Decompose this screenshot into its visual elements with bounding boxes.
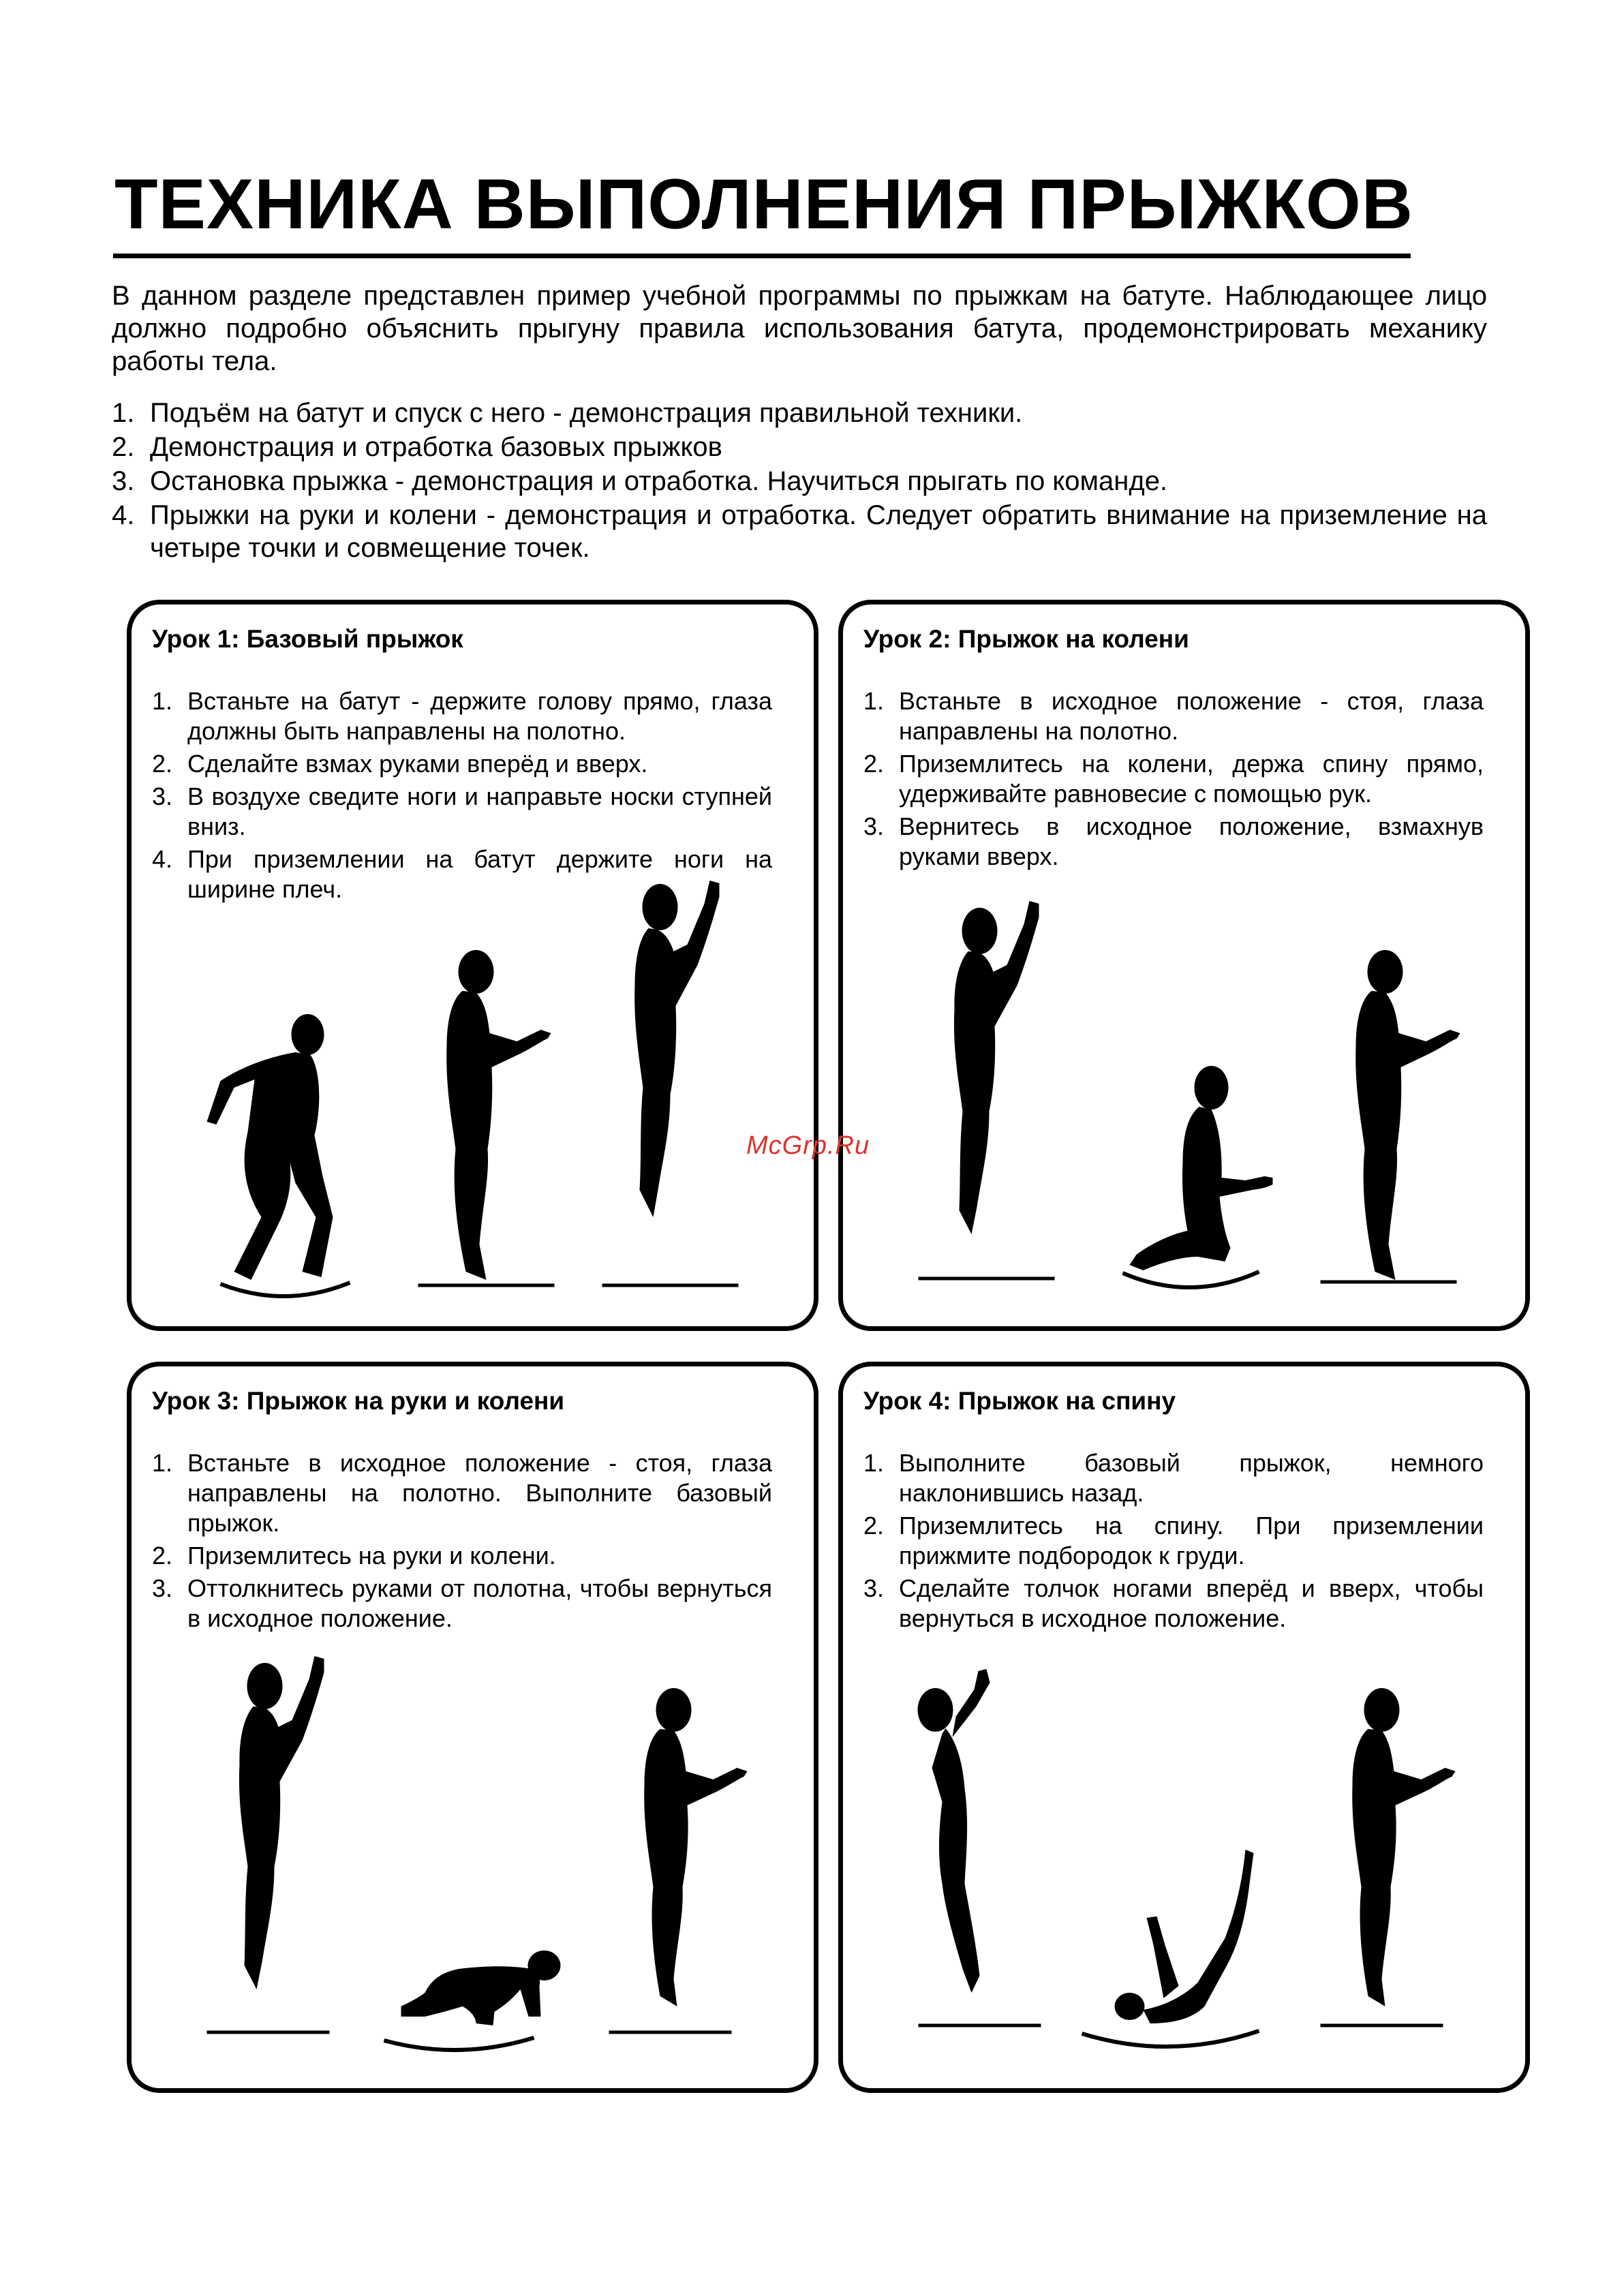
standing-jumper-figure bbox=[1355, 950, 1460, 1280]
step-number: 1. bbox=[863, 1449, 885, 1477]
step-text: Сделайте толчок ногами вперёд и вверх, чтобы вернуться в исходное положение. bbox=[899, 1574, 1484, 1632]
standing-jumper-figure bbox=[446, 950, 551, 1280]
step-text: Приземлитесь на спину. При приземлении прижмите подбородок к груди. bbox=[899, 1512, 1484, 1570]
step-number: 1. bbox=[152, 687, 173, 715]
standing-jumper-figure bbox=[644, 1688, 747, 2006]
standing-jumper-figure bbox=[1352, 1688, 1455, 2006]
step-text: Вернитесь в исходное положение, взмахнув руками вверх. bbox=[899, 812, 1484, 870]
lesson-2-illustration bbox=[843, 863, 1525, 1326]
step-number: 2. bbox=[152, 750, 173, 778]
step-number: 1. bbox=[152, 1449, 173, 1477]
airborne-jumper-figure bbox=[239, 1656, 324, 1989]
item-number: 3. bbox=[112, 466, 135, 496]
step-text: Оттолкнитесь руками от полотна, чтобы вернуться в исходное положение. bbox=[187, 1574, 772, 1632]
step-number: 3. bbox=[863, 1574, 885, 1602]
kneeling-jumper-figure bbox=[1130, 1066, 1273, 1270]
title-underline bbox=[113, 254, 1411, 258]
lesson-4-illustration bbox=[843, 1625, 1525, 2088]
program-list bbox=[112, 397, 1487, 566]
lesson-2-card bbox=[838, 600, 1530, 1331]
item-number: 1. bbox=[112, 398, 135, 428]
step-number: 3. bbox=[152, 782, 173, 810]
watermark: McGrp.Ru bbox=[746, 1131, 870, 1160]
lesson-1-title: Урок 1: Базовый прыжок bbox=[152, 625, 463, 653]
step-text: Встаньте в исходное положение - стоя, глаза направлены на полотно. bbox=[899, 687, 1484, 745]
step-text: Встаньте в исходное положение - стоя, глаза направлены на полотно. Выполните базовый прыжок. bbox=[187, 1449, 772, 1537]
step-text: Выполните базовый прыжок, немного наклонившись назад. bbox=[899, 1449, 1484, 1507]
step-number: 2. bbox=[863, 1512, 885, 1540]
step-text: Сделайте взмах руками вперёд и вверх. bbox=[187, 750, 648, 778]
step-text: Приземлитесь на колени, держа спину прямо, удерживайте равновесие с помощью рук. bbox=[899, 750, 1484, 808]
lesson-4-steps bbox=[863, 1448, 1484, 1636]
item-text: Подъём на батут и спуск с него - демонстрация правильной техники. bbox=[150, 398, 1023, 428]
step-item bbox=[863, 686, 1484, 746]
lesson-3-steps bbox=[152, 1448, 772, 1636]
airborne-jumper-figure bbox=[954, 901, 1039, 1234]
lesson-1-illustration bbox=[132, 863, 814, 1326]
step-item bbox=[152, 749, 772, 779]
step-item bbox=[152, 1541, 772, 1571]
program-item bbox=[112, 465, 1487, 498]
item-text: Остановка прыжка - демонстрация и отработка. Научиться прыгать по команде. bbox=[150, 466, 1168, 496]
lesson-4-card bbox=[838, 1362, 1530, 2093]
item-number: 2. bbox=[112, 432, 135, 462]
backward-lean-jumper-figure bbox=[918, 1669, 990, 1993]
step-item bbox=[863, 749, 1484, 809]
lesson-4-title: Урок 4: Прыжок на спину bbox=[863, 1387, 1176, 1415]
intro-paragraph: В данном разделе представлен пример учебной программы по прыжкам на батуте. Наблюдающее лицо должно подробно объяснить прыгуну правила использования батута, продемонстрировать механику работы тела. bbox=[112, 281, 1487, 376]
program-item bbox=[112, 431, 1487, 463]
step-number: 3. bbox=[863, 812, 885, 840]
item-text: Демонстрация и отработка базовых прыжков bbox=[150, 432, 722, 462]
lesson-2-steps bbox=[863, 686, 1484, 874]
lesson-2-title: Урок 2: Прыжок на колени bbox=[863, 625, 1189, 653]
step-item bbox=[863, 1448, 1484, 1508]
item-text: Прыжки на руки и колени - демонстрация и отработка. Следует обратить внимание на приземление на четыре точки и совмещение точек. bbox=[150, 500, 1487, 563]
step-number: 3. bbox=[152, 1574, 173, 1602]
lesson-1-card bbox=[127, 600, 818, 1331]
step-number: 1. bbox=[863, 687, 885, 715]
step-text: При приземлении на батут держите ноги на ширине плеч. bbox=[187, 845, 772, 903]
step-text: Встаньте на батут - держите голову прямо, глаза должны быть направлены на полотно. bbox=[187, 687, 772, 745]
lesson-3-card bbox=[127, 1362, 818, 2093]
hands-and-knees-figure bbox=[401, 1950, 561, 2025]
step-item bbox=[863, 1511, 1484, 1571]
back-drop-figure bbox=[1115, 1850, 1254, 2023]
step-text: В воздухе сведите ноги и направьте носки ступней вниз. bbox=[187, 782, 772, 840]
step-item bbox=[152, 1448, 772, 1538]
program-item bbox=[112, 397, 1487, 429]
step-number: 2. bbox=[863, 750, 885, 778]
step-item bbox=[152, 782, 772, 842]
page-title: ТЕХНИКА ВЫПОЛНЕНИЯ ПРЫЖКОВ bbox=[114, 165, 1413, 244]
crouching-jumper-figure bbox=[207, 1014, 333, 1280]
step-number: 2. bbox=[152, 1542, 173, 1570]
lesson-3-title: Урок 3: Прыжок на руки и колени bbox=[152, 1387, 565, 1415]
airborne-jumper-figure bbox=[634, 881, 719, 1217]
step-number: 4. bbox=[152, 845, 173, 873]
program-item bbox=[112, 499, 1487, 564]
step-text: Приземлитесь на руки и колени. bbox=[187, 1542, 556, 1570]
lesson-3-illustration bbox=[132, 1625, 814, 2088]
item-number: 4. bbox=[112, 500, 135, 530]
step-item bbox=[152, 686, 772, 746]
